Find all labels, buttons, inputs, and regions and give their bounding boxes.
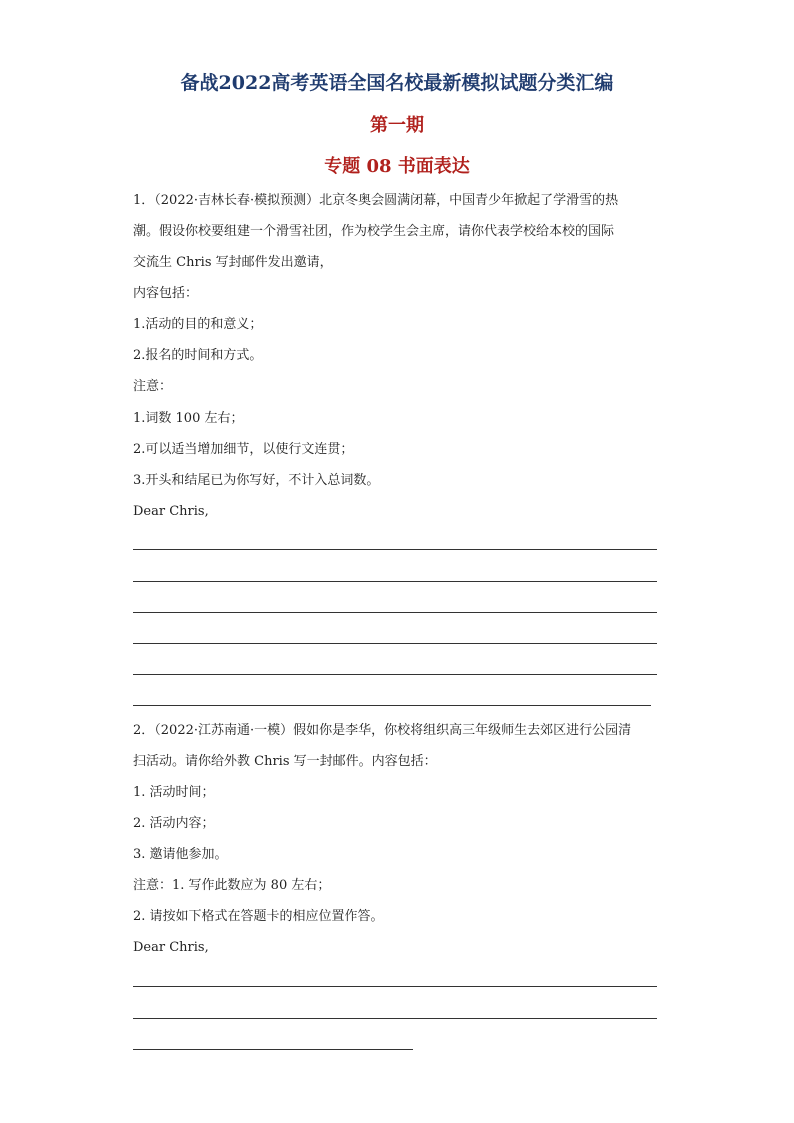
q2-line: 2. 请按如下格式在答题卡的相应位置作答。 bbox=[133, 909, 384, 924]
answer-line bbox=[133, 674, 657, 675]
q2-line: 注意：1. 写作此数应为 80 左右； bbox=[133, 878, 331, 893]
q2-salutation: Dear Chris, bbox=[133, 940, 209, 955]
q1-line: 2.报名的时间和方式。 bbox=[133, 348, 263, 363]
answer-line bbox=[133, 1018, 657, 1019]
q1-salutation: Dear Chris, bbox=[133, 504, 209, 519]
issue-label: 第一期 bbox=[370, 115, 424, 136]
q1-line: 1.词数 100 左右； bbox=[133, 411, 244, 426]
q1-line: 注意： bbox=[133, 379, 173, 394]
q1-line: 1.活动的目的和意义； bbox=[133, 317, 263, 332]
answer-line bbox=[133, 581, 657, 582]
answer-line bbox=[133, 643, 657, 644]
q2-line: 1. 活动时间； bbox=[133, 785, 215, 800]
q1-line: 潮。假设你校要组建一个滑雪社团，作为校学生会主席，请你代表学校给本校的国际 bbox=[133, 224, 615, 239]
q2-line: 3. 邀请他参加。 bbox=[133, 847, 228, 862]
answer-line bbox=[133, 1049, 413, 1050]
q1-line: 2.可以适当增加细节，以使行文连贯； bbox=[133, 442, 354, 457]
document-title: 备战2022高考英语全国名校最新模拟试题分类汇编 bbox=[180, 72, 614, 94]
answer-line bbox=[133, 549, 657, 550]
answer-line bbox=[133, 986, 657, 987]
q2-line: 扫活动。请你给外教 Chris 写一封邮件。内容包括： bbox=[133, 754, 437, 769]
q1-line: 3.开头和结尾已为你写好，不计入总词数。 bbox=[133, 473, 380, 488]
q1-line: 1．（2022·吉林长春·模拟预测）北京冬奥会圆满闭幕，中国青少年掀起了学滑雪的热 bbox=[133, 193, 619, 208]
answer-line bbox=[133, 612, 657, 613]
q1-line: 交流生 Chris 写封邮件发出邀请， bbox=[133, 255, 333, 270]
q1-line: 内容包括： bbox=[133, 286, 199, 301]
answer-line bbox=[133, 705, 651, 706]
topic-heading: 专题 08 书面表达 bbox=[324, 156, 470, 177]
q2-line: 2．（2022·江苏南通·一模）假如你是李华，你校将组织高三年级师生去郊区进行公园清 bbox=[133, 723, 632, 738]
q2-line: 2. 活动内容； bbox=[133, 816, 215, 831]
